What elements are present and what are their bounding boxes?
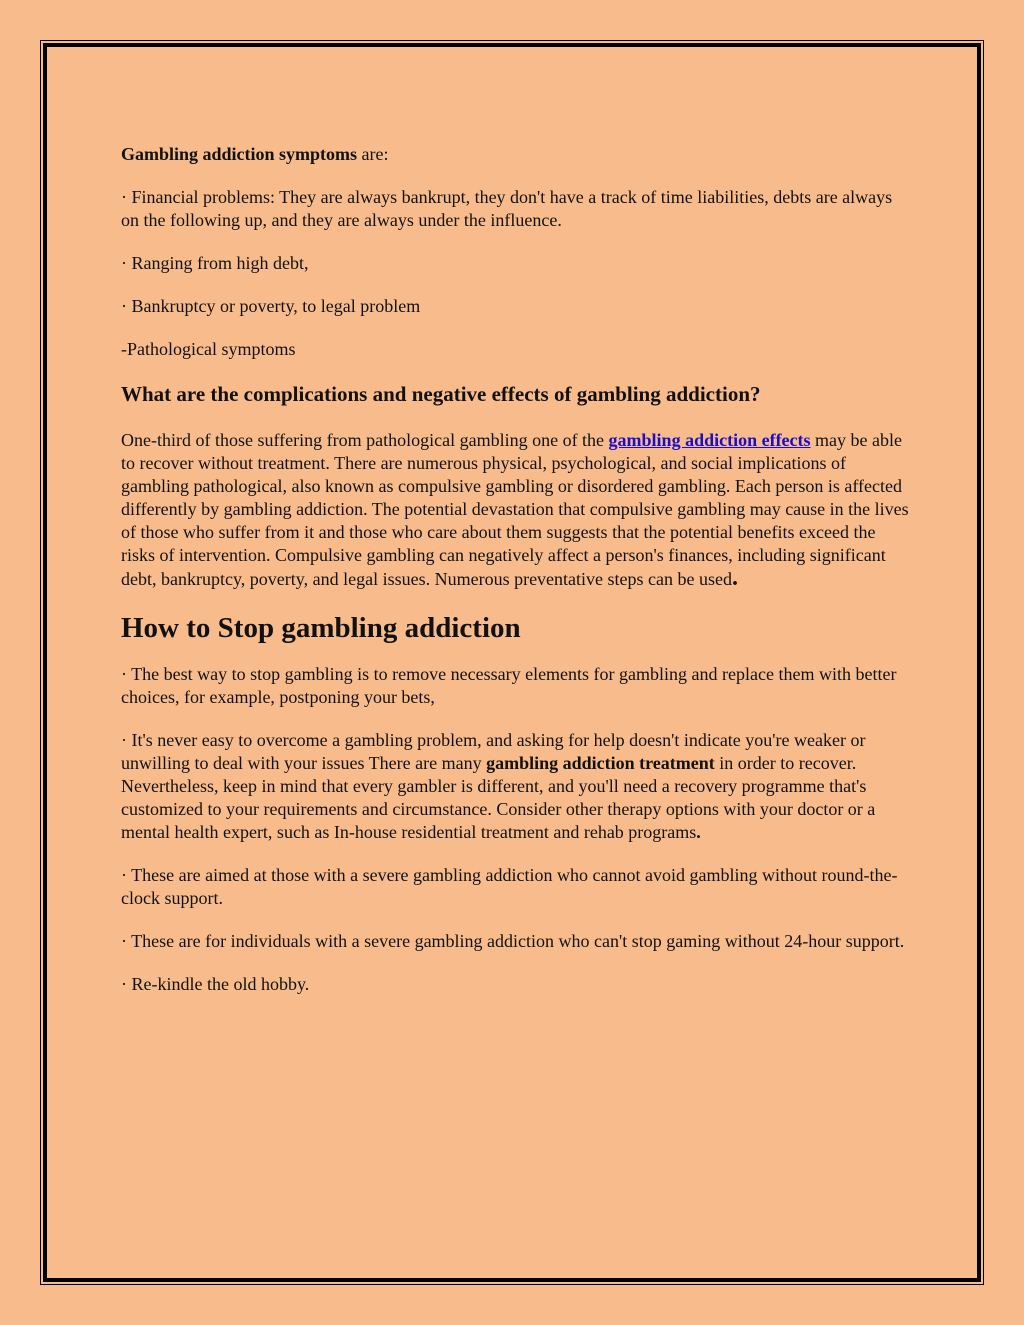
- treatment-bold: gambling addiction treatment: [486, 753, 715, 773]
- symptoms-intro-rest: are:: [357, 144, 389, 164]
- complications-heading: What are the complications and negative effects of gambling addiction?: [121, 382, 761, 406]
- symptom-item: -Pathological symptoms: [121, 339, 296, 359]
- stop-heading: How to Stop gambling addiction: [121, 612, 521, 644]
- complications-paragraph: [121, 429, 911, 591]
- stop-item-4: · These are for individuals with a severe gambling addiction who can't stop gaming without 24-hour support.: [121, 931, 905, 951]
- stop-item-5: · Re-kindle the old hobby.: [121, 974, 310, 994]
- stop-item-2: [121, 729, 911, 844]
- stop-item-2-start: · It's never easy to overcome a gambling problem, and asking for help doesn't indicate you're weaker or unwilling to deal with your issues There are many: [121, 730, 866, 773]
- stop-item-2-end: .: [696, 822, 701, 842]
- stop-item-1: · The best way to stop gambling is to remove necessary elements for gambling and replace them with better choices, for example, postponing your bets,: [121, 664, 897, 707]
- symptoms-intro: [121, 143, 911, 166]
- symptom-item: · Bankruptcy or poverty, to legal problem: [121, 296, 421, 316]
- stop-item-3: · These are aimed at those with a severe gambling addiction who cannot avoid gambling without round-the-clock support.: [121, 865, 898, 908]
- symptom-item: · Financial problems: They are always bankrupt, they don't have a track of time liabilities, debts are always on the following up, and they are always under the influence.: [121, 187, 893, 230]
- document-body: [121, 143, 911, 1016]
- symptoms-intro-bold: Gambling addiction symptoms: [121, 144, 358, 164]
- complications-text-start: One-third of those suffering from pathological gambling one of the: [121, 430, 609, 450]
- complications-text-rest: may be able to recover without treatment. There are numerous physical, psychological, and social implications of gambling pathological, also known as compulsive gambling or disordered gambling. Each person is affected differently by gambling addiction. The potential devastation that compulsive gambling may cause in the lives of those who suffer from it and those who care about them suggests that the potential benefits exceed the risks of intervention. Compulsive gambling can negatively affect a person's finances, including significant debt, bankruptcy, poverty, and legal issues. Numerous preventative steps can be used: [121, 430, 909, 589]
- gambling-addiction-effects-link[interactable]: gambling addiction effects: [608, 430, 811, 450]
- stop-item-2-rest: in order to recover. Nevertheless, keep in mind that every gambler is different, and you'll need a recovery programme that's customized to your requirements and circumstance. Consider other therapy options with your doctor or a mental health expert, such as In-house residential treatment and rehab programs: [121, 753, 876, 842]
- symptom-item: · Ranging from high debt,: [121, 253, 309, 273]
- complications-text-end: .: [732, 565, 738, 591]
